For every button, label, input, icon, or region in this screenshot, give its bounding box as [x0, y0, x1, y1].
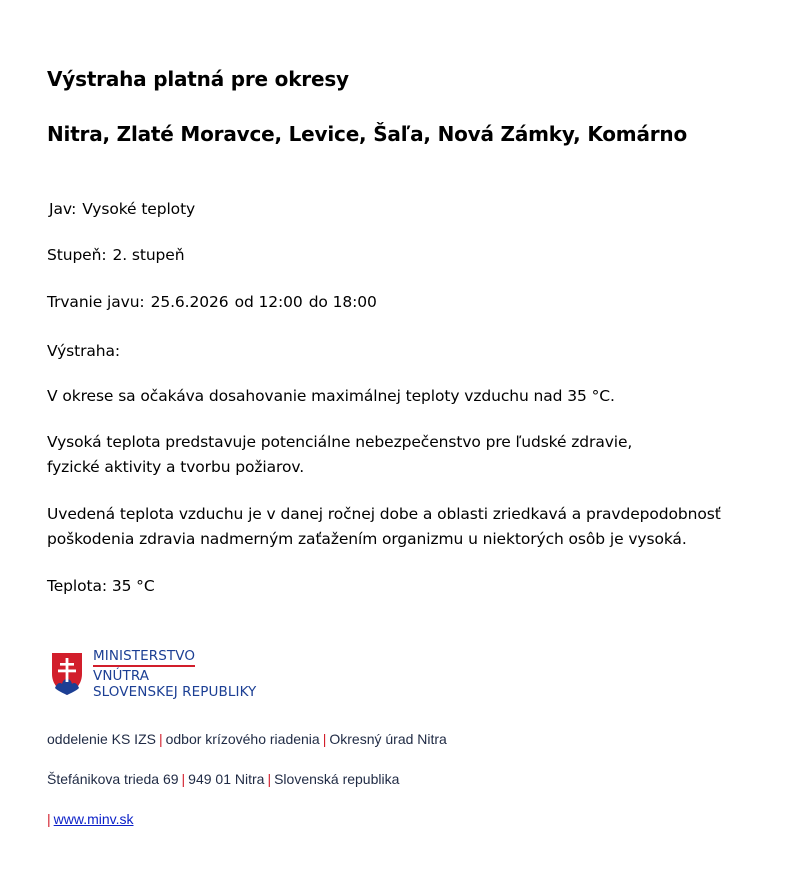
- phenomenon-label: Jav:: [49, 200, 77, 218]
- ministry-name-line-3: SLOVENSKEJ REPUBLIKY: [93, 684, 257, 700]
- footer-city: 949 01 Nitra: [188, 771, 265, 787]
- warning-paragraph-2-line-1: Vysoká teplota predstavuje potenciálne nebezpečenstvo pre ľudské zdravie,: [47, 433, 633, 451]
- phenomenon-value: Vysoké teploty: [82, 200, 196, 218]
- level-label: Stupeň:: [47, 246, 107, 264]
- warning-title: Výstraha platná pre okresy: [47, 67, 349, 91]
- duration-to: do 18:00: [308, 293, 377, 311]
- footer-office: Okresný úrad Nitra: [329, 731, 447, 747]
- ministry-name-line-2: VNÚTRA: [93, 667, 150, 684]
- footer-dept: oddelenie KS IZS: [47, 731, 156, 747]
- duration-from: od 12:00: [234, 293, 303, 311]
- level-value: 2. stupeň: [112, 246, 185, 264]
- warning-paragraph-3-line-1: Uvedená teplota vzduchu je v danej ročnej dobe a oblasti zriedkavá a pravdepodobnosť: [47, 505, 721, 523]
- duration-row: [47, 291, 377, 314]
- footer-separator: |: [47, 811, 51, 827]
- footer-section: odbor krízového riadenia: [165, 731, 320, 747]
- ministry-name-line-1: MINISTERSTVO: [93, 648, 195, 667]
- footer-separator: |: [322, 731, 327, 747]
- footer-separator: |: [158, 731, 163, 747]
- warning-label: Výstraha:: [47, 342, 121, 360]
- footer-department: [47, 731, 447, 747]
- footer-address: [47, 771, 399, 787]
- level-row: [47, 244, 184, 267]
- footer-web: [47, 811, 134, 827]
- website-link[interactable]: www.minv.sk: [53, 811, 134, 827]
- duration-label: Trvanie javu:: [47, 293, 145, 311]
- phenomenon-row: [49, 198, 195, 221]
- duration-date: 25.6.2026: [150, 293, 229, 311]
- footer-street: Štefánikova trieda 69: [47, 771, 179, 787]
- warning-paragraph-2-line-2: fyzické aktivity a tvorbu požiarov.: [47, 458, 305, 476]
- temperature-value: Teplota: 35 °C: [47, 577, 155, 595]
- footer-separator: |: [267, 771, 272, 787]
- districts-list: Nitra, Zlaté Moravce, Levice, Šaľa, Nová Zámky, Komárno: [47, 122, 687, 146]
- warning-paragraph-3-line-2: poškodenia zdravia nadmerným zaťažením organizmu u niektorých osôb je vysoká.: [47, 530, 687, 548]
- ministry-name: [93, 648, 256, 701]
- ministry-logo: [49, 648, 289, 704]
- footer-country: Slovenská republika: [274, 771, 400, 787]
- footer-separator: |: [181, 771, 186, 787]
- slovak-coat-of-arms-icon: [49, 650, 85, 698]
- warning-paragraph-1: V okrese sa očakáva dosahovanie maximálnej teploty vzduchu nad 35 °C.: [47, 387, 615, 405]
